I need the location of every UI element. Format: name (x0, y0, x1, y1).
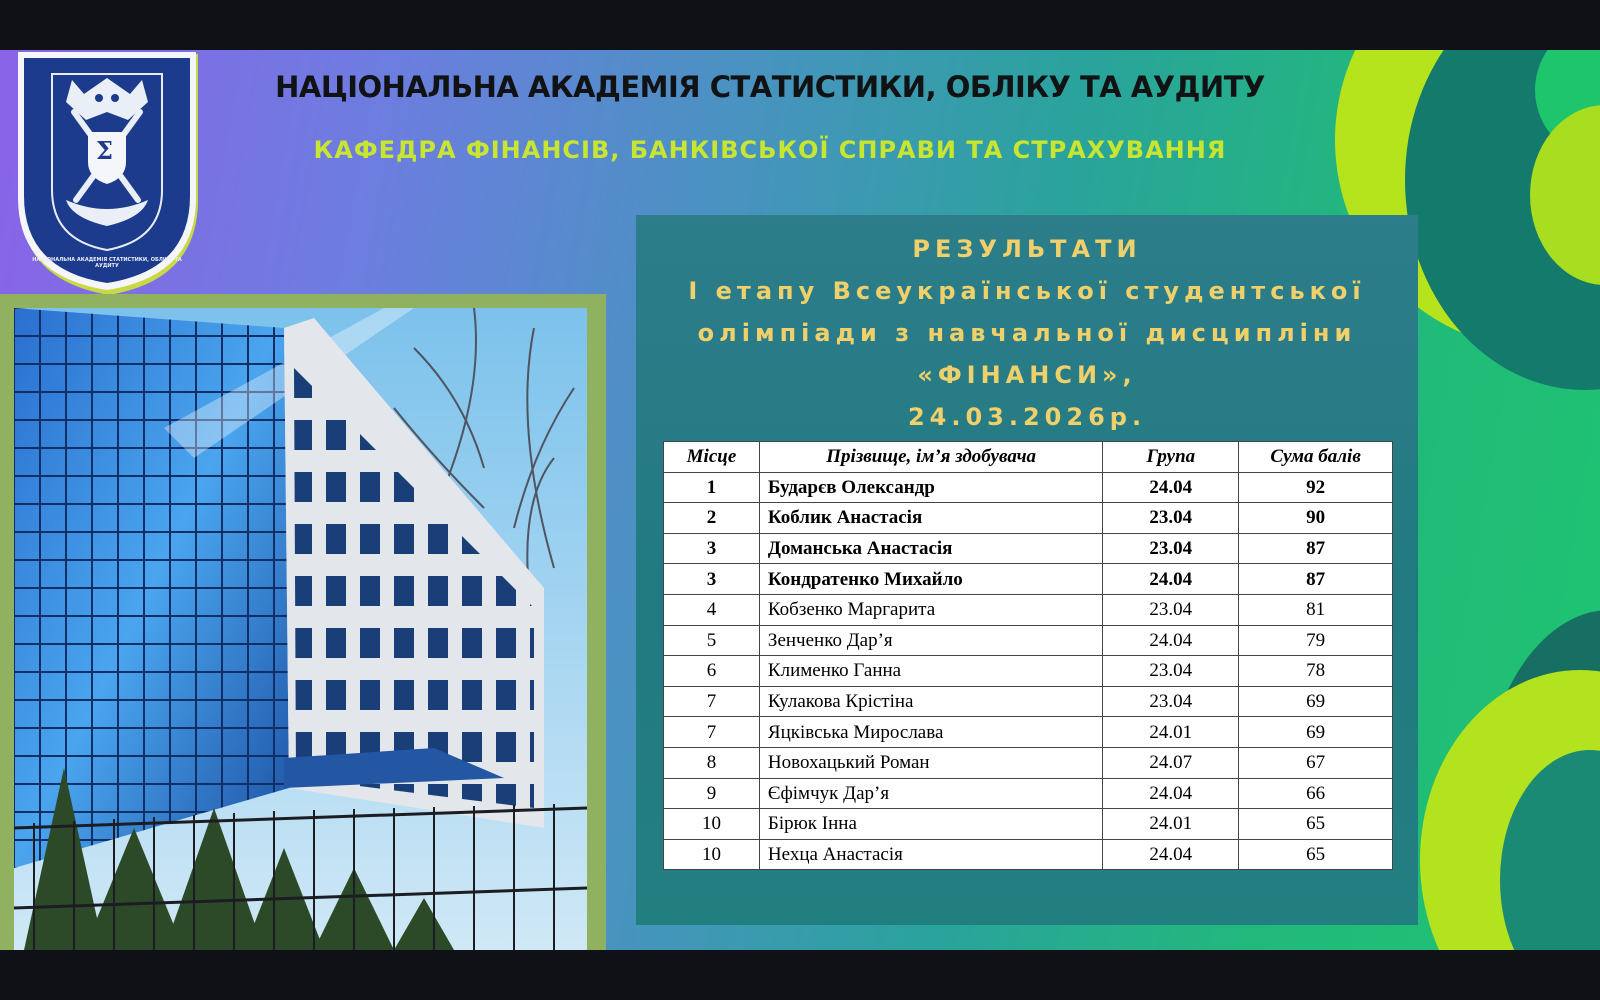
name-cell: Нехца Анастасія (759, 839, 1102, 870)
emblem-ring-text: НАЦІОНАЛЬНА АКАДЕМІЯ СТАТИСТИКИ, ОБЛІКУ ТА АУДИТУ (32, 257, 182, 269)
bottom-letterbox (0, 950, 1600, 1000)
score-cell: 67 (1239, 747, 1393, 778)
group-cell: 24.04 (1103, 778, 1239, 809)
place-cell: 7 (664, 717, 760, 748)
score-cell: 79 (1239, 625, 1393, 656)
group-cell: 23.04 (1103, 686, 1239, 717)
place-cell: 8 (664, 747, 760, 778)
score-cell: 78 (1239, 656, 1393, 687)
place-cell: 3 (664, 564, 760, 595)
score-cell: 65 (1239, 839, 1393, 870)
results-date: 24.03.2026р. (907, 403, 1147, 431)
table-row (664, 625, 1393, 656)
name-cell: Бірюк Інна (759, 809, 1102, 840)
score-cell: 81 (1239, 594, 1393, 625)
place-cell: 7 (664, 686, 760, 717)
place-cell: 2 (664, 503, 760, 534)
results-table (663, 441, 1393, 870)
table-row (664, 809, 1393, 840)
group-cell: 24.04 (1103, 839, 1239, 870)
table-row (664, 594, 1393, 625)
name-cell: Клименко Ганна (759, 656, 1102, 687)
results-subheading: І етапу Всеукраїнської студентської (688, 277, 1366, 305)
score-cell: 69 (1239, 717, 1393, 748)
group-cell: 24.04 (1103, 625, 1239, 656)
name-cell: Яцківська Мирослава (759, 717, 1102, 748)
table-row (664, 656, 1393, 687)
name-cell: Зенченко Дар’я (759, 625, 1102, 656)
column-header-group: Група (1103, 442, 1239, 473)
score-cell: 87 (1239, 564, 1393, 595)
group-cell: 23.04 (1103, 594, 1239, 625)
table-row (664, 564, 1393, 595)
place-cell: 4 (664, 594, 760, 625)
results-heading: РЕЗУЛЬТАТИ (912, 235, 1142, 263)
table-row (664, 747, 1393, 778)
group-cell: 23.04 (1103, 533, 1239, 564)
results-subheading: олімпіади з навчальної дисципліни (697, 319, 1357, 347)
table-row (664, 686, 1393, 717)
score-cell: 87 (1239, 533, 1393, 564)
place-cell: 1 (664, 472, 760, 503)
score-cell: 69 (1239, 686, 1393, 717)
score-cell: 92 (1239, 472, 1393, 503)
department-title: КАФЕДРА ФІНАНСІВ, БАНКІВСЬКОЇ СПРАВИ ТА СТРАХУВАННЯ (313, 136, 1227, 164)
academy-emblem-logo (16, 50, 206, 300)
table-row (664, 472, 1393, 503)
results-panel (636, 215, 1418, 925)
group-cell: 23.04 (1103, 656, 1239, 687)
place-cell: 10 (664, 809, 760, 840)
group-cell: 23.04 (1103, 503, 1239, 534)
emblem-symbol: Σ (96, 136, 113, 165)
academy-building-photo (14, 308, 587, 950)
name-cell: Доманська Анастасія (759, 533, 1102, 564)
group-cell: 24.01 (1103, 809, 1239, 840)
place-cell: 9 (664, 778, 760, 809)
score-cell: 90 (1239, 503, 1393, 534)
place-cell: 5 (664, 625, 760, 656)
score-cell: 66 (1239, 778, 1393, 809)
place-cell: 6 (664, 656, 760, 687)
column-header-score: Сума балів (1239, 442, 1393, 473)
results-discipline: «ФІНАНСИ», (917, 361, 1137, 389)
table-row (664, 839, 1393, 870)
group-cell: 24.04 (1103, 564, 1239, 595)
column-header-name: Прізвище, ім’я здобувача (759, 442, 1102, 473)
name-cell: Кондратенко Михайло (759, 564, 1102, 595)
score-cell: 65 (1239, 809, 1393, 840)
name-cell: Коблик Анастасія (759, 503, 1102, 534)
academy-title: НАЦІОНАЛЬНА АКАДЕМІЯ СТАТИСТИКИ, ОБЛІКУ ТА АУДИТУ (275, 70, 1265, 104)
column-header-place: Місце (664, 442, 760, 473)
table-row (664, 533, 1393, 564)
group-cell: 24.01 (1103, 717, 1239, 748)
name-cell: Бударєв Олександр (759, 472, 1102, 503)
place-cell: 10 (664, 839, 760, 870)
table-row (664, 503, 1393, 534)
place-cell: 3 (664, 533, 760, 564)
name-cell: Кулакова Крістіна (759, 686, 1102, 717)
name-cell: Новохацький Роман (759, 747, 1102, 778)
group-cell: 24.07 (1103, 747, 1239, 778)
top-letterbox (0, 0, 1600, 50)
name-cell: Кобзенко Маргарита (759, 594, 1102, 625)
slide (0, 50, 1600, 950)
table-header-row (664, 442, 1393, 473)
table-row (664, 717, 1393, 748)
name-cell: Єфімчук Дар’я (759, 778, 1102, 809)
table-row (664, 778, 1393, 809)
group-cell: 24.04 (1103, 472, 1239, 503)
